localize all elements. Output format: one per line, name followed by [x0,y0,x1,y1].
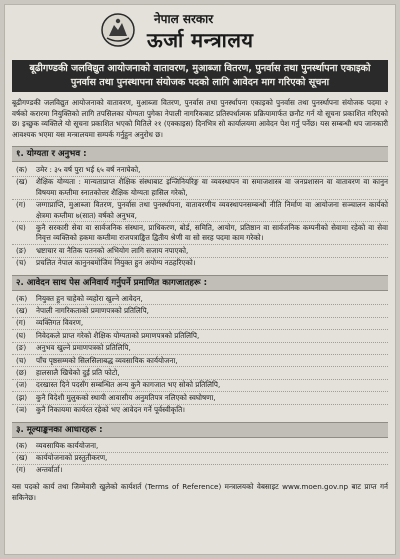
notice-banner: बूढीगण्डकी जलविद्युत आयोजनाको वातावरण, मुआब्जा वितरण, पुनर्वास तथा पुनर्स्थापना एकाइको पुनर्वास तथा पुनस्थापना संयोजक पदको लागि आवेदन माग गरिएको सूचना [12,60,388,92]
section-documents [4,275,396,416]
item-marker: (ङ) [16,245,27,255]
item-text: भ्रष्टाचार वा नैतिक पतनको अभियोग लागि सजाय नपाएको, [36,245,189,255]
item-marker: (क) [16,164,28,174]
website-link[interactable]: www.moen.gov.np बाट प्राप्त गर्न सकिनेछ। [12,482,389,502]
item-list [12,440,388,476]
list-item [12,465,388,476]
footer-note [12,482,388,503]
list-item [12,200,388,223]
government-emblem-icon [100,12,136,48]
item-text: अन्तर्वार्ता। [36,465,63,475]
item-text: नियुक्त हुन चाहेको व्यहोरा खुल्ने आवेदन, [36,293,143,303]
list-item [12,380,388,392]
section-qualification [4,146,396,269]
item-text: शैक्षिक योग्यता : मान्यताप्राप्त शैक्षिक संस्थाबाट इन्जिनियरिङ्ग वा व्यवस्थापन वा समाजशास्त्र वा जनप्रशासन वा वातावरण वा कानुन विषयमा कम्तीमा स्नातकोत्तर शैक्षिक योग्यता हासिल गरेको, [36,177,388,197]
item-marker: (ञ) [16,405,27,415]
section-title: १. योग्यता र अनुभव : [12,146,388,162]
list-item [12,343,388,355]
item-marker: (झ) [16,392,28,402]
government-label: नेपाल सरकार [154,12,214,26]
footer-text: यस पदको कार्य तथा जिम्मेवारी खुलेको कार्यशर्त (Terms of Reference) मन्त्रालयको वेबसाइट [12,482,279,492]
item-text: हालसालै खिचेको दुई प्रति फोटो, [36,367,120,377]
section-evaluation [4,422,396,476]
item-marker: (घ) [16,222,26,232]
list-item [12,293,388,305]
item-marker: (ग) [16,465,26,475]
list-item [12,222,388,245]
item-marker: (ज) [16,380,27,390]
list-item [12,367,388,379]
notice-header [4,4,396,60]
item-text: उमेर : ३५ वर्ष पुरा भई ६५ वर्ष ननाघेको, [36,164,141,174]
item-list [12,164,388,269]
list-item [12,440,388,452]
section-title: २. आवेदन साथ पेस अनिवार्य गर्नुपर्ने प्रमाणित कागजातहरू : [12,275,388,291]
item-text: पाँच पृष्ठसम्मको सिलसिलाबद्ध व्यवसायिक कार्ययोजना, [36,355,178,365]
item-text: व्यवसायिक कार्ययोजना, [36,440,99,450]
item-text: निवेदकले प्राप्त गरेको शैक्षिक योग्यताको प्रमाणपत्रको प्रतिलिपि, [36,330,200,340]
list-item [12,355,388,367]
item-marker: (ख) [16,177,28,187]
item-marker: (छ) [16,367,27,377]
list-item [12,177,388,200]
item-marker: (ग) [16,200,26,210]
item-text: प्रचलित नेपाल कानुनबमोजिम नियुक्त हुन अयोग्य नठहरिएको। [36,258,196,268]
notice-page [4,4,396,555]
item-marker: (क) [16,440,28,450]
item-marker: (ङ) [16,343,27,353]
item-text: कुनै सरकारी सेवा वा सार्वजनिक संस्थान, प्राधिकरण, बोर्ड, समिति, आयोग, प्रतिष्ठान वा सार्वजनिक कम्पनीको सेवामा रहेको वा सेवा निवृत्त व्यक्तिको हकमा कम्तीमा राजपत्राङ्कित द्वितीय श्रेणी वा सो सरह पदमा काम गरेको। [36,222,388,243]
list-item [12,258,388,269]
intro-paragraph: बूढीगण्डकी जलविद्युत आयोजनाको वातावरण, मुआब्जा वितरण, पुनर्वास तथा पुनर्स्थापना एकाइको पुनर्वास तथा पुनर्स्थापना संयोजक पदमा २ वर्षको करारमा नियुक्तिको लागि तपसिलका योग्यता पुगेका नेपाली नागरिकबाट प्रतिस्पर्धात्मक प्रक्रियामार्फत छनौट गर्न यो सूचना प्रकाशित गरिएको छ। इच्छुक व्यक्तिले यो सूचना प्रकाशित भएको मितिले २१ (एक्काइस) दिनभित्र सो कार्यालयमा आवेदन पेश गर्नु पर्नेछ। यस सम्बन्धी थप जानकारी आवश्यक भएमा यस मन्त्रालयमा सम्पर्क गर्नुहुन अनुरोध छ। [12,98,388,139]
list-item [12,318,388,330]
item-marker: (ग) [16,318,26,328]
item-marker: (च) [16,355,27,365]
list-item [12,392,388,404]
list-item [12,245,388,257]
item-marker: (च) [16,258,27,268]
section-title: ३. मूल्याङ्कनका आधारहरू : [12,422,388,438]
item-list [12,293,388,416]
item-text: अनुभव खुल्ने प्रमाणपत्रको प्रतिलिपि, [36,343,131,353]
list-item [12,305,388,317]
item-marker: (घ) [16,330,26,340]
item-text: व्यक्तिगत विवरण, [36,318,84,328]
item-text: कार्ययोजनाको प्रस्तुतीकरण, [36,453,108,462]
item-text: दरखास्त दिने पदसँग सम्बन्धित अन्य कुनै कागजात भए सोको प्रतिलिपि, [36,380,221,390]
item-text: कुनै निकायमा कार्यरत रहेको भए आवेदन गर्ने पूर्वस्वीकृति। [36,405,185,415]
list-item [12,330,388,342]
ministry-title: ऊर्जा मन्त्रालय [147,28,254,52]
list-item [12,164,388,176]
item-text: जग्गाप्राप्ति, मुआब्जा वितरण, पुनर्वास तथा पुनर्स्थापना, वातावरणीय व्यवस्थापनसम्बन्धी नीति निर्माण वा आयोजना सञ्चालन कार्यको क्षेत्रमा कम्तीमा ७(सात) वर्षको अनुभव, [36,200,388,220]
item-marker: (क) [16,293,28,303]
item-text: नेपाली नागरिकताको प्रमाणपत्रको प्रतिलिपि, [36,305,149,315]
list-item [12,405,388,416]
item-text: कुनै विदेशी मुलुकको स्थायी आवासीय अनुमतिपत्र नलिएको स्वघोषणा, [36,392,216,402]
item-marker: (ख) [16,305,28,315]
list-item [12,453,388,465]
item-marker: (ख) [16,453,28,462]
